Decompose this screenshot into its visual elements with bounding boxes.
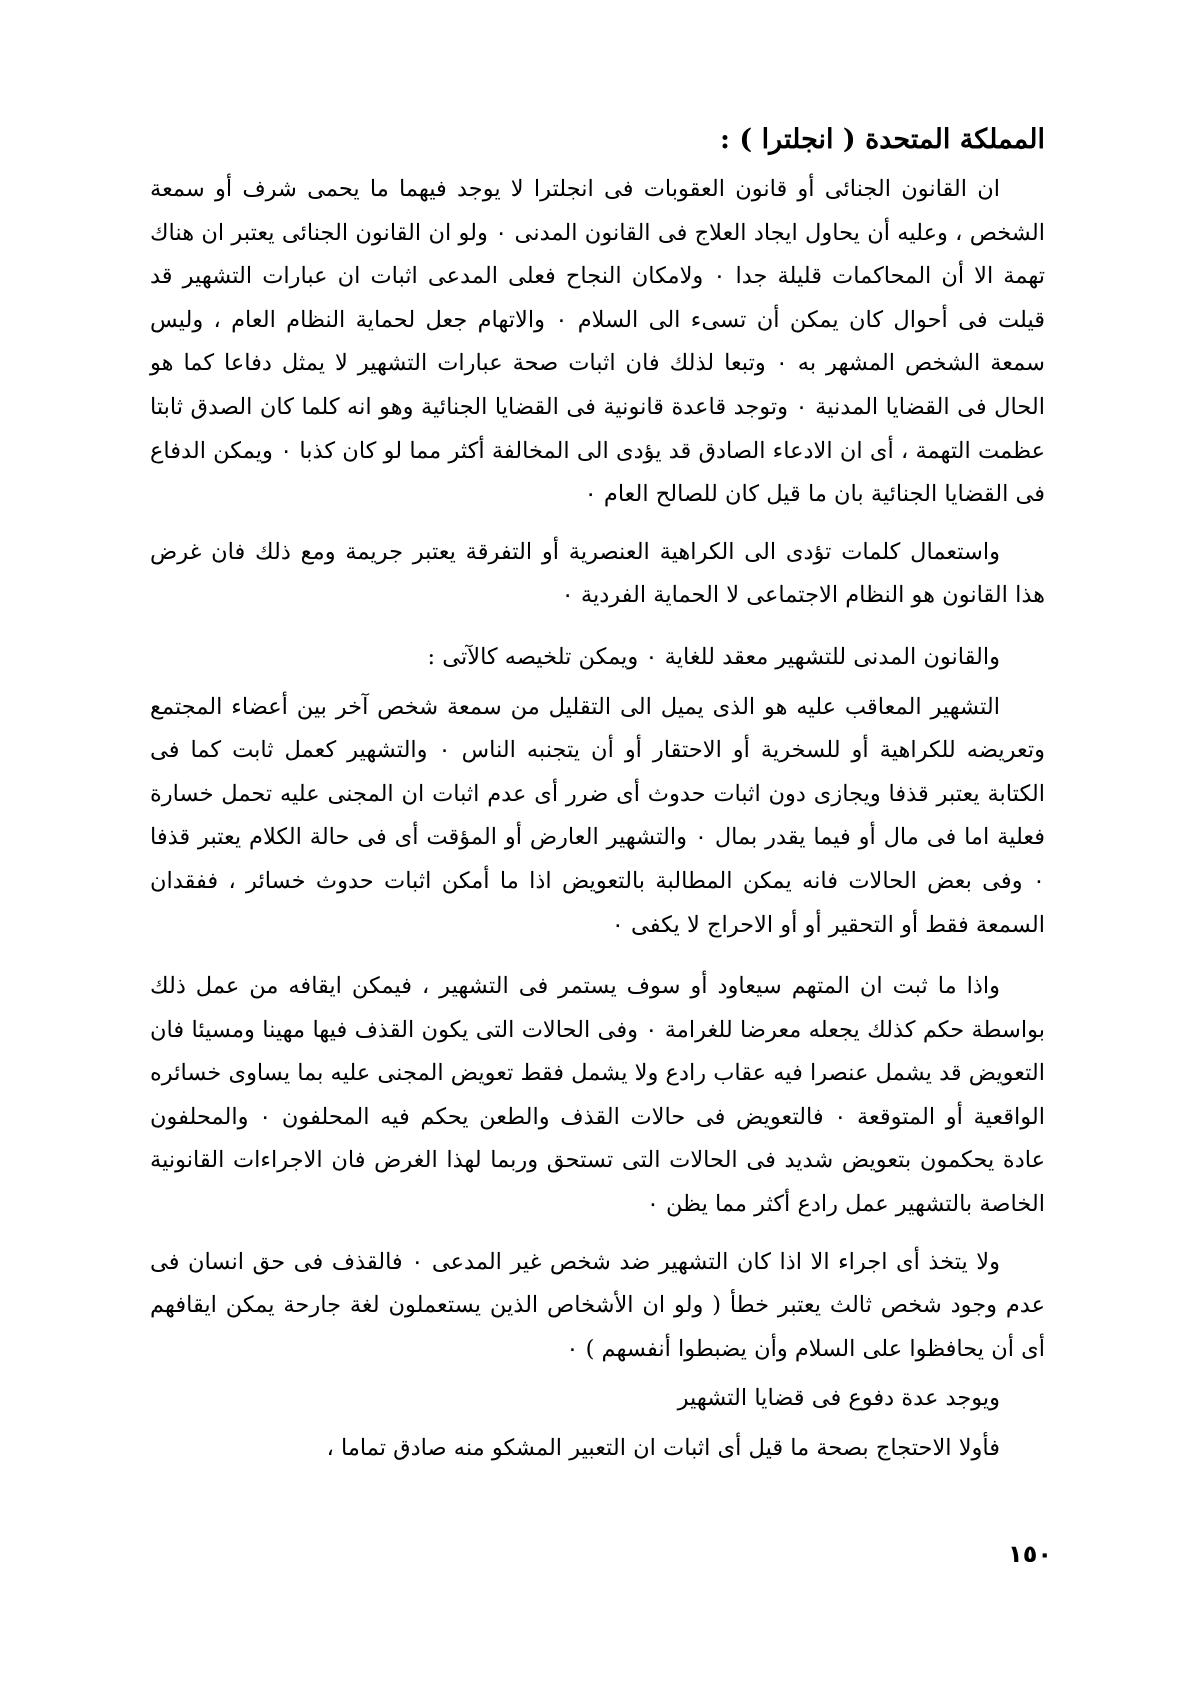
paragraph-defenses-intro: ويوجد عدة دفوع فى قضايا التشهير [677, 1385, 1000, 1412]
paragraph-third-party: ولا يتخذ أى اجراء الا اذا كان التشهير ضد شخص غير المدعى ٠ فالقذف فى حق انسان فى عدم وجود شخص ثالث يعتبر خطأ ( ولو ان الأشخاص الذين يستعملون لغة جارحة يمكن ايقافهم أى أن يحافظوا على السلام وأن يضبطوا أنفسهم ) ٠ [150, 1248, 1045, 1362]
page-number: ١٥٠ [1008, 1540, 1052, 1568]
document-body [150, 118, 1045, 1471]
paragraph-first-defense: فأولا الاحتجاج بصحة ما قيل أى اثبات ان التعبير المشكو منه صادق تماما ، [326, 1435, 1000, 1462]
paragraph-criminal-law: ان القانون الجنائى أو قانون العقوبات فى انجلترا لا يوجد فيهما ما يحمى شرف أو سمعة الشخص ، وعليه أن يحاول ايجاد العلاج فى القانون المدنى ٠ ولو ان القانون الجنائى يعتبر ان هناك تهمة الا أن المحاكمات قليلة جدا ٠ ولامكان النجاح فعلى المدعى اثبات ان عبارات التشهير قد قيلت فى أحوال كان يمكن أن تسىء الى السلام ٠ والاتهام جعل لحماية النظام العام ، وليس سمعة الشخص المشهر به ٠ وتبعا لذلك فان اثبات صحة عبارات التشهير لا يمثل دفاعا كما هو الحال فى القضايا المدنية ٠ وتوجد قاعدة قانونية فى القضايا الجنائية وهو انه كلما كان الصدق ثابتا عظمت التهمة ، أى ان الادعاء الصادق قد يؤدى الى المخالفة أكثر مما لو كان كذبا ٠ ويمكن الدفاع فى القضايا الجنائية بان ما قيل كان للصالح العام ٠ [150, 176, 1046, 508]
paragraph-defamation-definition: التشهير المعاقب عليه هو الذى يميل الى التقليل من سمعة شخص آخر بين أعضاء المجتمع وتعريضه للكراهية أو للسخرية أو الاحتقار أو أن يتجنبه الناس ٠ والتشهير كعمل ثابت كما فى الكتابة يعتبر قذفا ويجازى دون اثبات حدوث أى ضرر أى عدم اثبات ان المجنى عليه تحمل خسارة فعلية اما فى مال أو فيما يقدر بمال ٠ والتشهير العارض أو المؤقت أى فى حالة الكلام يعتبر قذفا ٠ وفى بعض الحالات فانه يمكن المطالبة بالتعويض اذا ما أمكن اثبات حدوث خسائر ، ففقدان السمعة فقط أو التحقير أو أو الاحراج لا يكفى ٠ [150, 693, 1046, 938]
paragraph-civil-law-intro: والقانون المدنى للتشهير معقد للغاية ٠ ويمكن تلخيصه كالآتى : [427, 643, 1000, 670]
section-heading: المملكة المتحدة ( انجلترا ) : [720, 124, 1045, 155]
paragraph-injunction-damages: واذا ما ثبت ان المتهم سيعاود أو سوف يستمر فى التشهير ، فيمكن ايقافه من عمل ذلك بواسطة حكم كذلك يجعله معرضا للغرامة ٠ وفى الحالات التى يكون القذف فيها مهينا ومسيئا فان التعويض قد يشمل عنصرا فيه عقاب رادع ولا يشمل فقط تعويض المجنى عليه بما يساوى خسائره الواقعية أو المتوقعة ٠ فالتعويض فى حالات القذف والطعن يحكم فيه المحلفون ٠ والمحلفون عادة يحكمون بتعويض شديد فى الحالات التى تستحق وربما لهذا الغرض فان الاجراءات القانونية الخاصة بالتشهير عمل رادع أكثر مما يظن ٠ [150, 973, 1045, 1218]
paragraph-racial-hatred: واستعمال كلمات تؤدى الى الكراهية العنصرية أو التفرقة يعتبر جريمة ومع ذلك فان غرض هذا القانون هو النظام الاجتماعى لا الحماية الفردية ٠ [150, 538, 1045, 609]
